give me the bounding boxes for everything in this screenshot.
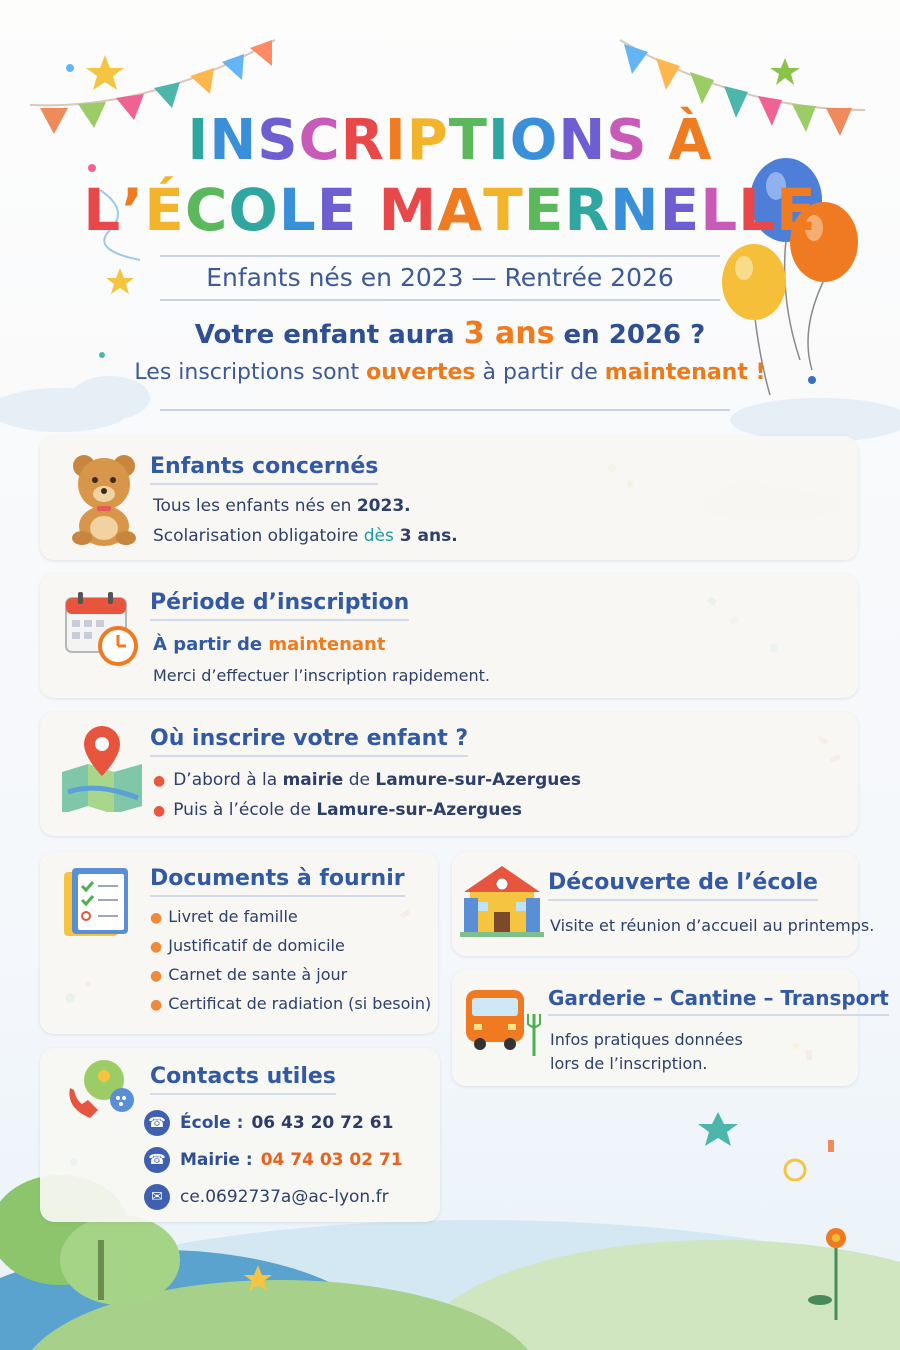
- phone-toy-icon: [60, 1058, 144, 1122]
- checklist-icon: [62, 864, 142, 944]
- title-letter: T: [448, 108, 488, 173]
- concerned-line1: [153, 496, 411, 516]
- pin-bullet-icon: ●: [153, 773, 166, 789]
- page-title-line1: [0, 108, 900, 173]
- title-letter: S: [257, 108, 299, 173]
- contact-mairie: [144, 1147, 403, 1173]
- period-line1: [153, 634, 385, 655]
- concerned-line1-text: Tous les enfants nés en: [153, 496, 357, 516]
- open-text-2: à partir de: [475, 360, 605, 385]
- title-letter: N: [558, 108, 607, 173]
- title-letter: [648, 108, 669, 173]
- title-letter: S: [606, 108, 648, 173]
- title-letter: C: [184, 176, 229, 244]
- map-pin-icon: [58, 722, 148, 812]
- card-period: [40, 574, 858, 698]
- documents-item: [150, 994, 431, 1013]
- school-icon: [460, 864, 544, 938]
- where-item1-town: Lamure-sur-Azergues: [375, 770, 582, 790]
- title-letter: C: [298, 108, 341, 173]
- open-text-1: Les inscriptions sont: [134, 360, 367, 385]
- title-letter: M: [378, 176, 438, 244]
- dot-bullet-icon: ●: [150, 968, 163, 984]
- card-documents: [40, 852, 438, 1034]
- title-letter: R: [340, 108, 385, 173]
- question-headline: [0, 316, 900, 351]
- title-letter: N: [610, 176, 660, 244]
- card-where: [40, 712, 858, 836]
- teddy-bear-icon: [64, 450, 144, 546]
- period-line1-text: À partir de: [153, 634, 269, 655]
- title-letter: O: [228, 176, 279, 244]
- documents-item: [150, 907, 298, 926]
- question-highlight: 3 ans: [463, 316, 555, 351]
- title-letter: O: [509, 108, 559, 173]
- title-letter: L: [83, 176, 122, 244]
- title-letter: N: [209, 108, 258, 173]
- phone-icon: ☎: [144, 1147, 170, 1173]
- question-post: en 2026 ?: [554, 320, 706, 350]
- card-title-concerned: Enfants concernés: [150, 454, 378, 485]
- documents-item: [150, 936, 345, 955]
- card-title-where: Où inscrire votre enfant ?: [150, 726, 468, 757]
- dot-bullet-icon: ●: [150, 997, 163, 1013]
- bus-icon: [462, 984, 546, 1060]
- contact-email-address[interactable]: ce.0692737a@ac-lyon.fr: [180, 1187, 389, 1207]
- phone-icon: ☎: [144, 1110, 170, 1136]
- contact-mairie-phone[interactable]: 04 74 03 02 71: [260, 1150, 403, 1170]
- page-title-line2: [0, 176, 900, 244]
- title-letter: É: [144, 176, 185, 244]
- open-announcement: [0, 360, 900, 385]
- services-line2: lors de l’inscription.: [550, 1054, 708, 1073]
- card-title-services: Garderie – Cantine – Transport: [548, 986, 889, 1016]
- concerned-line2-text: Scolarisation obligatoire: [153, 526, 364, 546]
- where-item2: [153, 800, 522, 820]
- discover-text: Visite et réunion d’accueil au printemps.: [550, 916, 875, 935]
- where-item1-text: D’abord à la: [173, 770, 283, 790]
- title-letter: ’: [121, 176, 145, 244]
- card-concerned: [40, 436, 858, 560]
- dot-bullet-icon: ●: [150, 910, 163, 926]
- concerned-line2: [153, 526, 458, 546]
- title-letter: P: [406, 108, 449, 173]
- where-item1: [153, 770, 581, 790]
- title-letter: L: [738, 176, 777, 244]
- contact-mairie-label: Mairie :: [180, 1150, 253, 1170]
- contact-school-phone[interactable]: 06 43 20 72 61: [251, 1113, 394, 1133]
- where-item1-mairie: mairie: [282, 770, 344, 790]
- concerned-line2-des: dès: [363, 526, 394, 546]
- title-letter: A: [437, 176, 484, 244]
- services-line1: Infos pratiques données: [550, 1030, 743, 1049]
- open-highlight-2: maintenant !: [604, 360, 766, 385]
- title-letter: [357, 176, 378, 244]
- card-title-period: Période d’inscription: [150, 590, 409, 621]
- title-letter: E: [776, 176, 817, 244]
- documents-item-text: Certificat de radiation (si besoin): [168, 994, 432, 1013]
- title-letter: E: [523, 176, 565, 244]
- title-letter: T: [483, 176, 524, 244]
- title-letter: L: [278, 176, 317, 244]
- concerned-line1-year: 2023.: [356, 496, 411, 516]
- contact-email: [144, 1184, 389, 1210]
- title-letter: E: [659, 176, 701, 244]
- mail-icon: ✉: [144, 1184, 170, 1210]
- documents-item-text: Justificatif de domicile: [168, 936, 345, 955]
- title-letter: À: [668, 108, 713, 173]
- title-letter: I: [487, 108, 510, 173]
- documents-item-text: Livret de famille: [168, 907, 298, 926]
- calendar-clock-icon: [62, 590, 142, 670]
- period-line1-now: maintenant: [268, 634, 386, 655]
- documents-item-text: Carnet de sante à jour: [168, 965, 348, 984]
- subtitle: Enfants nés en 2023 — Rentrée 2026: [160, 255, 720, 301]
- card-services: [452, 970, 889, 1086]
- card-title-contacts: Contacts utiles: [150, 1064, 336, 1095]
- period-line2: Merci d’effectuer l’inscription rapidement.: [153, 666, 490, 685]
- title-letter: R: [564, 176, 611, 244]
- title-letter: I: [187, 108, 210, 173]
- card-discover: [452, 852, 875, 956]
- where-item2-town: Lamure-sur-Azergues: [316, 800, 522, 820]
- contact-school-label: École :: [180, 1113, 244, 1133]
- title-letter: I: [384, 108, 407, 173]
- where-item1-mid: de: [343, 770, 376, 790]
- card-contacts: [40, 1048, 440, 1222]
- divider: [160, 409, 730, 411]
- title-letter: L: [700, 176, 739, 244]
- title-letter: E: [316, 176, 358, 244]
- card-title-documents: Documents à fournir: [150, 866, 405, 897]
- open-highlight-1: ouvertes: [366, 360, 476, 385]
- documents-item: [150, 965, 347, 984]
- concerned-line2-age: 3 ans.: [393, 526, 458, 546]
- pin-bullet-icon: ●: [153, 803, 166, 819]
- contact-school: [144, 1110, 393, 1136]
- dot-bullet-icon: ●: [150, 939, 163, 955]
- card-title-discover: Découverte de l’école: [548, 870, 818, 901]
- question-pre: Votre enfant aura: [194, 320, 464, 350]
- where-item2-text: Puis à l’école de: [173, 800, 317, 820]
